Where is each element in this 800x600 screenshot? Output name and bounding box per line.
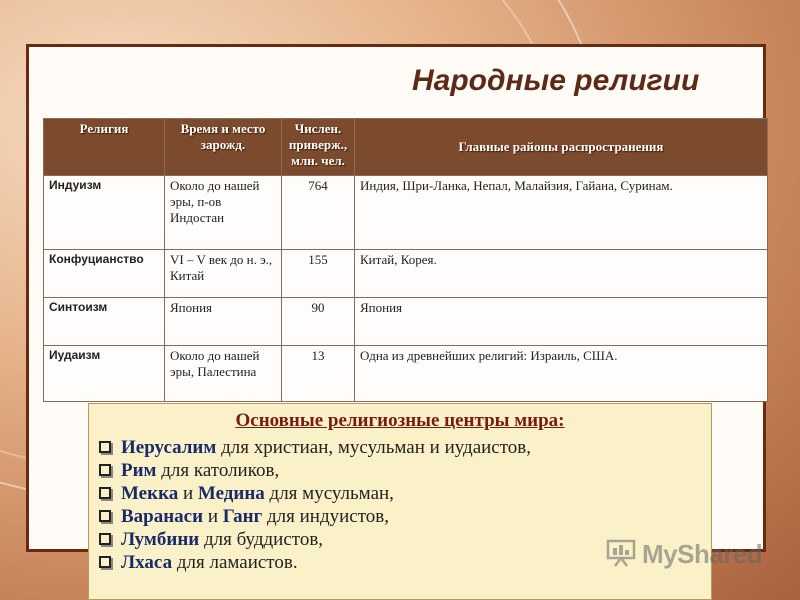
checkbox-bullet-icon <box>99 487 111 499</box>
center-name: Иерусалим <box>121 437 217 458</box>
cell-religion: Конфуцианство <box>44 250 165 298</box>
table-row <box>44 298 768 346</box>
table-row <box>44 250 768 298</box>
center-description: для мусульман, <box>264 483 394 504</box>
slide-title: Народные религии <box>412 64 700 97</box>
center-name: Лхаса <box>121 552 173 573</box>
cell-followers: 90 <box>282 298 355 346</box>
col-header-origin: Время и место зарожд. <box>165 119 282 176</box>
cell-followers: 13 <box>282 346 355 402</box>
center-name: Рим <box>121 460 157 481</box>
cell-religion: Иудаизм <box>44 346 165 402</box>
cell-religion: Индуизм <box>44 176 165 250</box>
list-item <box>99 482 711 505</box>
cell-origin: Около до нашей эры, п-ов Индостан <box>165 176 282 250</box>
center-description: для католиков, <box>156 460 280 481</box>
center-name: Лумбини <box>121 529 200 550</box>
centers-heading: Основные религиозные центры мира: <box>235 410 565 431</box>
list-item <box>99 505 711 528</box>
center-name-2: Медина <box>197 483 265 504</box>
list-item <box>99 459 711 482</box>
col-header-regions: Главные районы распространения <box>355 119 768 176</box>
table-row <box>44 346 768 402</box>
cell-regions: Япония <box>355 298 768 346</box>
cell-origin: Около до нашей эры, Палестина <box>165 346 282 402</box>
table-header-row <box>44 119 768 176</box>
center-description: для индуистов, <box>262 506 390 527</box>
center-description: для христиан, мусульман и иудаистов, <box>216 437 532 458</box>
checkbox-bullet-icon <box>99 441 111 453</box>
cell-followers: 764 <box>282 176 355 250</box>
checkbox-bullet-icon <box>99 510 111 522</box>
cell-religion: Синтоизм <box>44 298 165 346</box>
presentation-board-icon <box>606 539 636 567</box>
conjunction: и <box>178 483 198 504</box>
checkbox-bullet-icon <box>99 464 111 476</box>
conjunction: и <box>203 506 223 527</box>
center-name: Мекка <box>121 483 179 504</box>
center-description: для ламаистов. <box>172 552 298 573</box>
cell-regions: Одна из древнейших религий: Израиль, США. <box>355 346 768 402</box>
checkbox-bullet-icon <box>99 556 111 568</box>
checkbox-bullet-icon <box>99 533 111 545</box>
center-name-2: Ганг <box>222 506 263 527</box>
center-description: для буддистов, <box>199 529 324 550</box>
cell-origin: Япония <box>165 298 282 346</box>
watermark-text: MyShared <box>642 539 763 569</box>
list-item <box>99 436 711 459</box>
religions-table <box>43 118 768 402</box>
watermark <box>606 535 796 575</box>
cell-origin: VI – V век до н. э., Китай <box>165 250 282 298</box>
col-header-religion: Религия <box>44 119 165 176</box>
cell-regions: Индия, Шри-Ланка, Непал, Малайзия, Гайана, Суринам. <box>355 176 768 250</box>
table-row <box>44 176 768 250</box>
col-header-followers: Числен. приверж., млн. чел. <box>282 119 355 176</box>
center-name: Варанаси <box>121 506 204 527</box>
cell-followers: 155 <box>282 250 355 298</box>
cell-regions: Китай, Корея. <box>355 250 768 298</box>
